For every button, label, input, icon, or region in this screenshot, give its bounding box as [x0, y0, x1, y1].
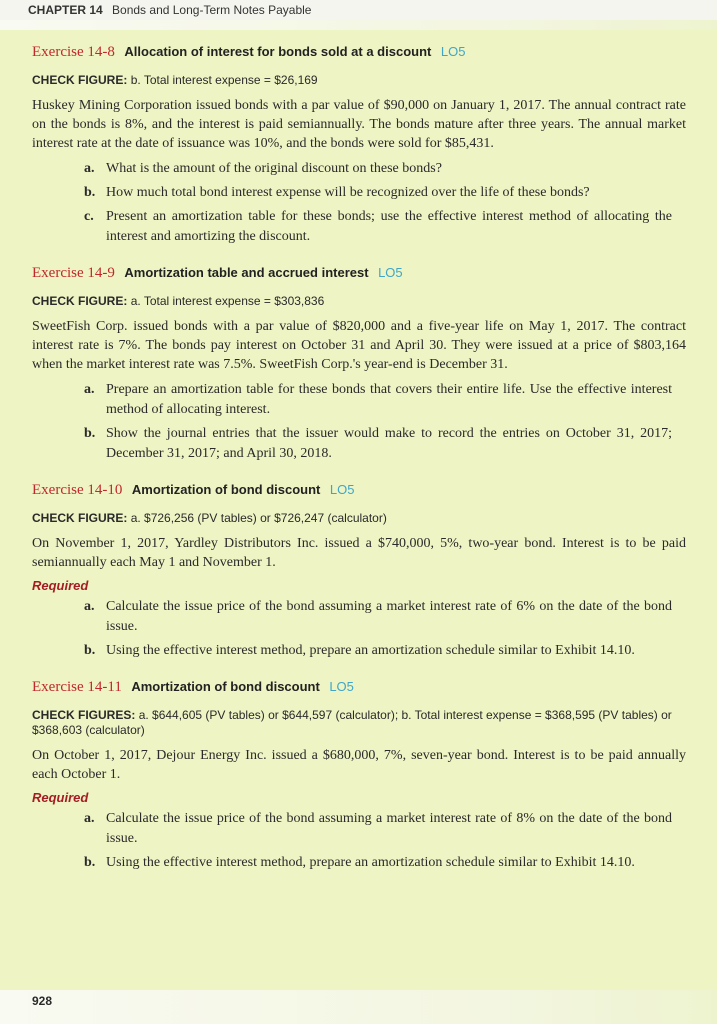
list-item — [32, 597, 686, 637]
exercise-number: Exercise 14-9 — [32, 265, 115, 281]
part-text: Using the effective interest method, prepare an amortization schedule similar to Exhibit 14.10. — [106, 855, 635, 870]
check-figure-text: a. $726,256 (PV tables) or $726,247 (calculator) — [130, 511, 387, 525]
list-item — [32, 809, 686, 849]
exercise-14-9 — [32, 265, 686, 464]
check-figure-label: CHECK FIGURES: — [32, 708, 136, 722]
exercise-number: Exercise 14-8 — [32, 44, 115, 60]
list-item — [32, 159, 686, 179]
part-text: What is the amount of the original discount on these bonds? — [106, 161, 442, 176]
part-label: b. — [84, 855, 96, 870]
exercises-content — [32, 44, 686, 891]
exercise-heading — [32, 482, 686, 499]
page-number: 928 — [32, 994, 53, 1008]
learning-objective: LO5 — [378, 265, 403, 280]
part-text: Prepare an amortization table for these bonds that covers their entire life. Use the effective interest method of allocating interest. — [106, 382, 672, 417]
list-item — [32, 641, 686, 661]
exercise-parts — [32, 380, 686, 464]
exercise-name: Amortization of bond discount — [131, 482, 321, 497]
check-figure-label: CHECK FIGURE: — [32, 294, 128, 308]
part-label: b. — [84, 426, 96, 441]
exercise-body: SweetFish Corp. issued bonds with a par value of $820,000 and a five-year life on May 1, 2017. The contract interest rate is 7%. The bonds pay interest on October 31 and April 30. They were issued at a price of $803,164 when the market interest rate was 7.5%. SweetFish Corp.'s year-end is December 31. — [32, 319, 686, 372]
check-figure-text: b. Total interest expense = $26,169 — [130, 73, 318, 87]
list-item — [32, 424, 686, 464]
list-item — [32, 207, 686, 247]
check-figure — [32, 294, 686, 309]
exercise-body: On October 1, 2017, Dejour Energy Inc. issued a $680,000, 7%, seven-year bond. Interest is to be paid annually each October 1. — [32, 748, 686, 782]
exercise-heading — [32, 679, 686, 696]
part-label: b. — [84, 185, 96, 200]
part-text: Calculate the issue price of the bond assuming a market interest rate of 6% on the date of the bond issue. — [106, 599, 672, 634]
check-figure-text: a. Total interest expense = $303,836 — [130, 294, 325, 308]
part-label: a. — [84, 382, 95, 397]
exercise-14-10 — [32, 482, 686, 661]
check-figure — [32, 73, 686, 88]
exercise-parts — [32, 159, 686, 247]
required-heading: Required — [32, 790, 89, 805]
exercise-name: Allocation of interest for bonds sold at a discount — [124, 44, 432, 59]
exercise-name: Amortization of bond discount — [131, 679, 320, 694]
list-item — [32, 183, 686, 203]
exercise-number: Exercise 14-11 — [32, 679, 122, 695]
learning-objective: LO5 — [329, 482, 355, 497]
exercise-body: On November 1, 2017, Yardley Distributors Inc. issued a $740,000, 5%, two-year bond. Interest is to be paid semiannually each May 1 and November 1. — [32, 536, 686, 570]
check-figure-label: CHECK FIGURE: — [32, 73, 128, 87]
exercise-14-11 — [32, 679, 686, 873]
exercise-body: Huskey Mining Corporation issued bonds with a par value of $90,000 on January 1, 2017. The annual contract rate on the bonds is 8%, and the interest is paid semiannually. The bonds mature after three years. The annual market interest rate at the date of issuance was 10%, and the bonds were sold for $85,431. — [32, 98, 686, 151]
part-label: a. — [84, 161, 95, 176]
list-item — [32, 853, 686, 873]
check-figure-text: a. $644,605 (PV tables) or $644,597 (calculator); b. Total interest expense = $368,595 (PV tables) or $368,603 (calculator) — [32, 708, 672, 737]
running-header — [0, 0, 717, 20]
exercise-parts — [32, 597, 686, 661]
part-text: Present an amortization table for these bonds; use the effective interest method of allocating the interest and amortizing the discount. — [106, 209, 672, 244]
learning-objective: LO5 — [440, 44, 466, 59]
part-label: a. — [84, 599, 95, 614]
part-label: b. — [84, 643, 96, 658]
learning-objective: LO5 — [329, 679, 354, 694]
chapter-label: CHAPTER 14 — [28, 3, 103, 17]
part-label: c. — [84, 209, 94, 224]
part-text: How much total bond interest expense will be recognized over the life of these bonds? — [106, 185, 590, 200]
exercise-heading — [32, 265, 686, 282]
list-item — [32, 380, 686, 420]
part-text: Show the journal entries that the issuer would make to record the entries on October 31, 2017; December 31, 2017; and April 30, 2018. — [106, 426, 672, 461]
part-text: Calculate the issue price of the bond assuming a market interest rate of 8% on the date of the bond issue. — [106, 811, 672, 846]
exercise-name: Amortization table and accrued interest — [124, 265, 369, 280]
check-figure — [32, 511, 686, 526]
chapter-title: Bonds and Long-Term Notes Payable — [112, 3, 312, 17]
part-label: a. — [84, 811, 95, 826]
exercise-number: Exercise 14-10 — [32, 482, 123, 498]
required-heading: Required — [32, 578, 89, 593]
exercise-parts — [32, 809, 686, 873]
exercise-14-8 — [32, 44, 686, 247]
exercise-heading — [32, 44, 686, 61]
check-figure-label: CHECK FIGURE: — [32, 511, 128, 525]
check-figure — [32, 708, 686, 738]
part-text: Using the effective interest method, prepare an amortization schedule similar to Exhibit 14.10. — [106, 643, 635, 658]
